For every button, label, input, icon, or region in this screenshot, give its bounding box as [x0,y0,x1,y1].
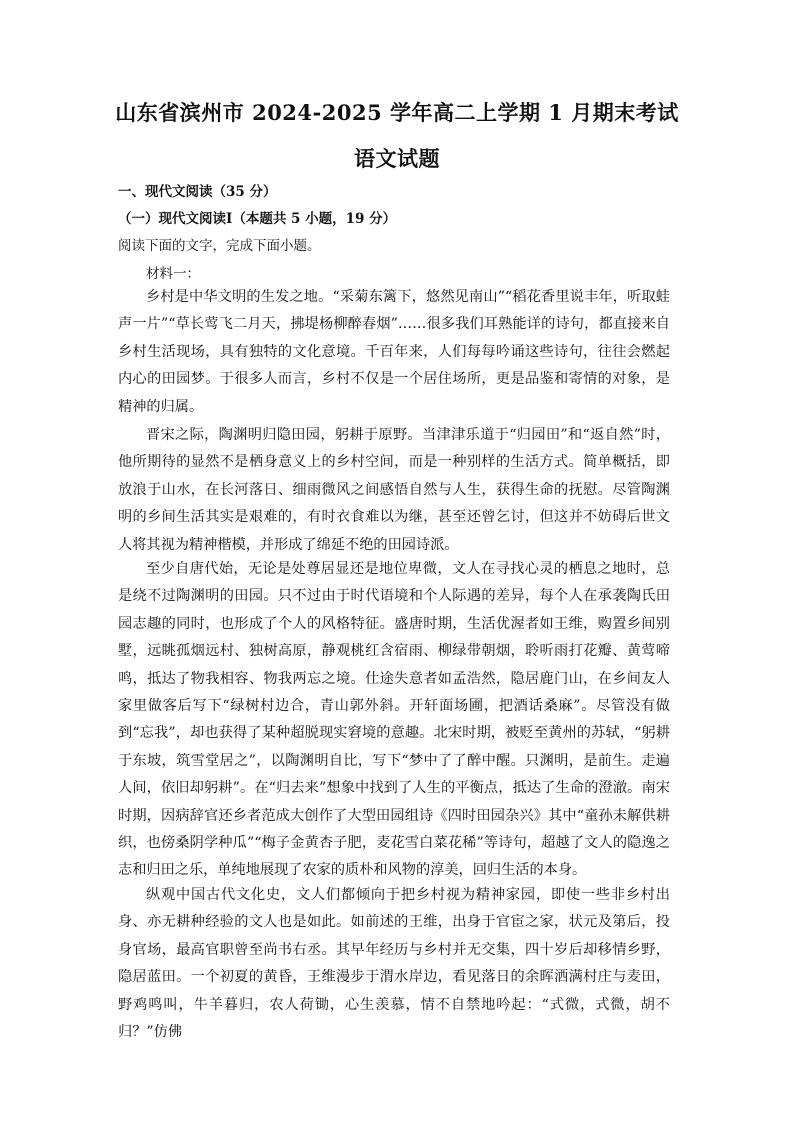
reading-instruction: 阅读下面的文字，完成下面小题。 [118,238,321,254]
section-subheading: （一）现代文阅读Ⅰ（本题共 5 小题，19 分） [118,211,397,227]
paragraph-3: 至少自唐代始，无论是处尊居显还是地位卑微，文人在寻找心灵的栖息之地时，总是绕不过陶渊明的田园。只不过由于时代语境和个人际遇的差异，每个人在承袭陶氏田园志趣的同时，也形成了个人的风格特征。盛唐时期，生活优渥者如王维，购置乡间别墅，远眺孤烟远村、独树高原，静观桃红含宿雨、柳绿带朝烟，聆听雨打花瓣、黄莺啼鸣，抵达了物我相容、物我两忘之境。仕途失意者如孟浩然，隐居鹿门山，在乡间友人家里做客后写下“绿树村边合，青山郭外斜。开轩面场圃，把酒话桑麻”。尽管没有做到“忘我”，却也获得了某种超脱现实窘境的意趣。北宋时期，被贬至黄州的苏轼，“躬耕于东坡，筑雪堂居之”，以陶渊明自比，写下“梦中了了醉中醒。只渊明，是前生。走遍人间，依旧却躬耕”。在“归去来”想象中找到了人生的平衡点，抵达了生命的澄澈。南宋时期，因病辞官还乡者范成大创作了大型田园组诗《四时田园杂兴》其中“童孙未解供耕织，也傍桑阴学种瓜”“梅子金黄杏子肥，麦花雪白菜花稀”等诗句，超越了文人的隐逸之志和归田之乐，单纯地展现了农家的质朴和风物的淳美，回归生活的本身。 [118,561,670,879]
paragraph-2: 晋宋之际，陶渊明归隐田园，躬耕于原野。当津津乐道于“归园田”和“返自然”时，他所期待的显然不是栖身意义上的乡村空间，而是一种别样的生活方式。简单概括，即放浪于山水，在长河落日、细雨微风之间感悟自然与人生，获得生命的抚慰。尽管陶渊明的乡间生活其实是艰难的，有时衣食难以为继，甚至还曾乞讨，但这并不妨碍后世文人将其视为精神楷模，并形成了绵延不绝的田园诗派。 [118,427,670,553]
exam-subtitle: 语文试题 [354,146,440,171]
section-heading: 一、现代文阅读（35 分） [118,184,277,200]
paragraph-1: 乡村是中华文明的生发之地。“采菊东篱下，悠然见南山”“稻花香里说丰年，听取蛙声一片”“草长莺飞二月天，拂堤杨柳醉春烟”……很多我们耳熟能详的诗句，都直接来自乡村生活现场，具有独特的文化意境。千百年来，人们每每吟诵这些诗句，往往会燃起内心的田园梦。于很多人而言，乡村不仅是一个居住场所，更是品鉴和寄情的对象，是精神的归属。 [118,289,670,415]
exam-title: 山东省滨州市 2024-2025 学年高二上学期 1 月期末考试 [115,100,679,125]
paragraph-4: 纵观中国古代文化史，文人们都倾向于把乡村视为精神家园，即使一些非乡村出身、亦无耕种经验的文人也是如此。如前述的王维，出身于官宦之家，状元及第后，投身官场，最高官职曾至尚书右丞。其早年经历与乡村并无交集，四十岁后却移情乡野，隐居蓝田。一个初夏的黄昏，王维漫步于渭水岸边，看见落日的余晖洒满村庄与麦田，野鸡鸣叫，牛羊暮归，农人荷锄，心生羡慕，情不自禁地吟起：“式微，式微，胡不归？”仿佛 [118,887,670,1041]
material-label: 材料一： [146,266,200,282]
